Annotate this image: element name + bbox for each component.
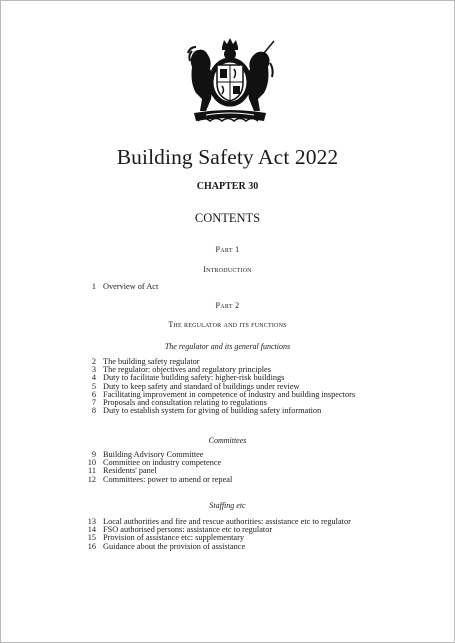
section-number: 9	[91, 450, 96, 459]
contents-entry[interactable]	[1, 543, 454, 551]
section-number: 1	[91, 282, 96, 291]
section-title: Duty to establish system for giving of building safety information	[103, 406, 322, 416]
section-title: The regulator: objectives and regulatory principles	[103, 365, 271, 375]
contents-entry[interactable]	[1, 451, 454, 459]
contents-entry[interactable]	[1, 283, 454, 291]
section-number: 10	[87, 458, 96, 468]
contents-heading: CONTENTS	[194, 211, 261, 225]
section-number: 11	[88, 466, 96, 476]
section-number: 15	[87, 533, 96, 543]
section-title: FSO authorised persons: assistance etc to regulator	[103, 525, 273, 535]
section-number: 6	[91, 389, 96, 399]
group-heading-regulator: The regulator and its general functions	[164, 342, 291, 351]
part-1-title: Introduction	[203, 265, 252, 274]
section-title: Facilitating improvement in competence of industry and building inspectors	[103, 389, 356, 399]
section-number: 14	[87, 525, 96, 535]
section-title: Provision of assistance etc: supplementary	[103, 533, 245, 543]
section-number: 12	[87, 474, 96, 484]
group-regulator-sections	[1, 358, 454, 415]
section-title: Committees: power to amend or repeal	[103, 474, 233, 484]
contents-entry[interactable]	[1, 407, 454, 415]
coat-of-arms-crest-icon	[184, 37, 276, 125]
group-heading-staffing: Staffing etc	[209, 501, 246, 510]
section-title: Guidance about the provision of assistance	[103, 541, 246, 551]
act-title: Building Safety Act 2022	[116, 145, 339, 169]
section-title: Building Advisory Committee	[103, 450, 204, 459]
section-title: Proposals and consultation relating to regulations	[103, 397, 267, 407]
chapter-number: CHAPTER 30	[196, 181, 259, 192]
section-title: Duty to keep safety and standard of buildings under review	[103, 381, 300, 391]
section-title: Overview of Act	[103, 282, 159, 291]
section-number: 5	[91, 381, 96, 391]
group-committees-sections	[1, 451, 454, 484]
group-staffing-sections	[1, 518, 454, 551]
section-number: 13	[87, 517, 96, 526]
part-1-sections	[1, 283, 454, 291]
section-title: Residents' panel	[103, 466, 157, 476]
contents-entry[interactable]	[1, 459, 454, 467]
section-number: 7	[91, 397, 96, 407]
part-2-label: Part 2	[215, 301, 240, 310]
section-title: Committee on industry competence	[103, 458, 222, 468]
section-title: The building safety regulator	[103, 357, 200, 366]
section-title: Duty to facilitate building safety: higher-risk buildings	[103, 373, 285, 383]
section-number: 16	[87, 541, 96, 551]
section-number: 2	[91, 357, 96, 366]
section-number: 4	[91, 373, 96, 383]
part-1-label: Part 1	[215, 245, 240, 254]
section-number: 3	[91, 365, 96, 375]
part-2-title: The regulator and its functions	[168, 320, 287, 329]
section-title: Local authorities and fire and rescue authorities: assistance etc to regulator	[103, 517, 351, 526]
section-number: 8	[91, 406, 96, 416]
group-heading-committees: Committees	[208, 436, 247, 445]
contents-entry[interactable]	[1, 476, 454, 484]
